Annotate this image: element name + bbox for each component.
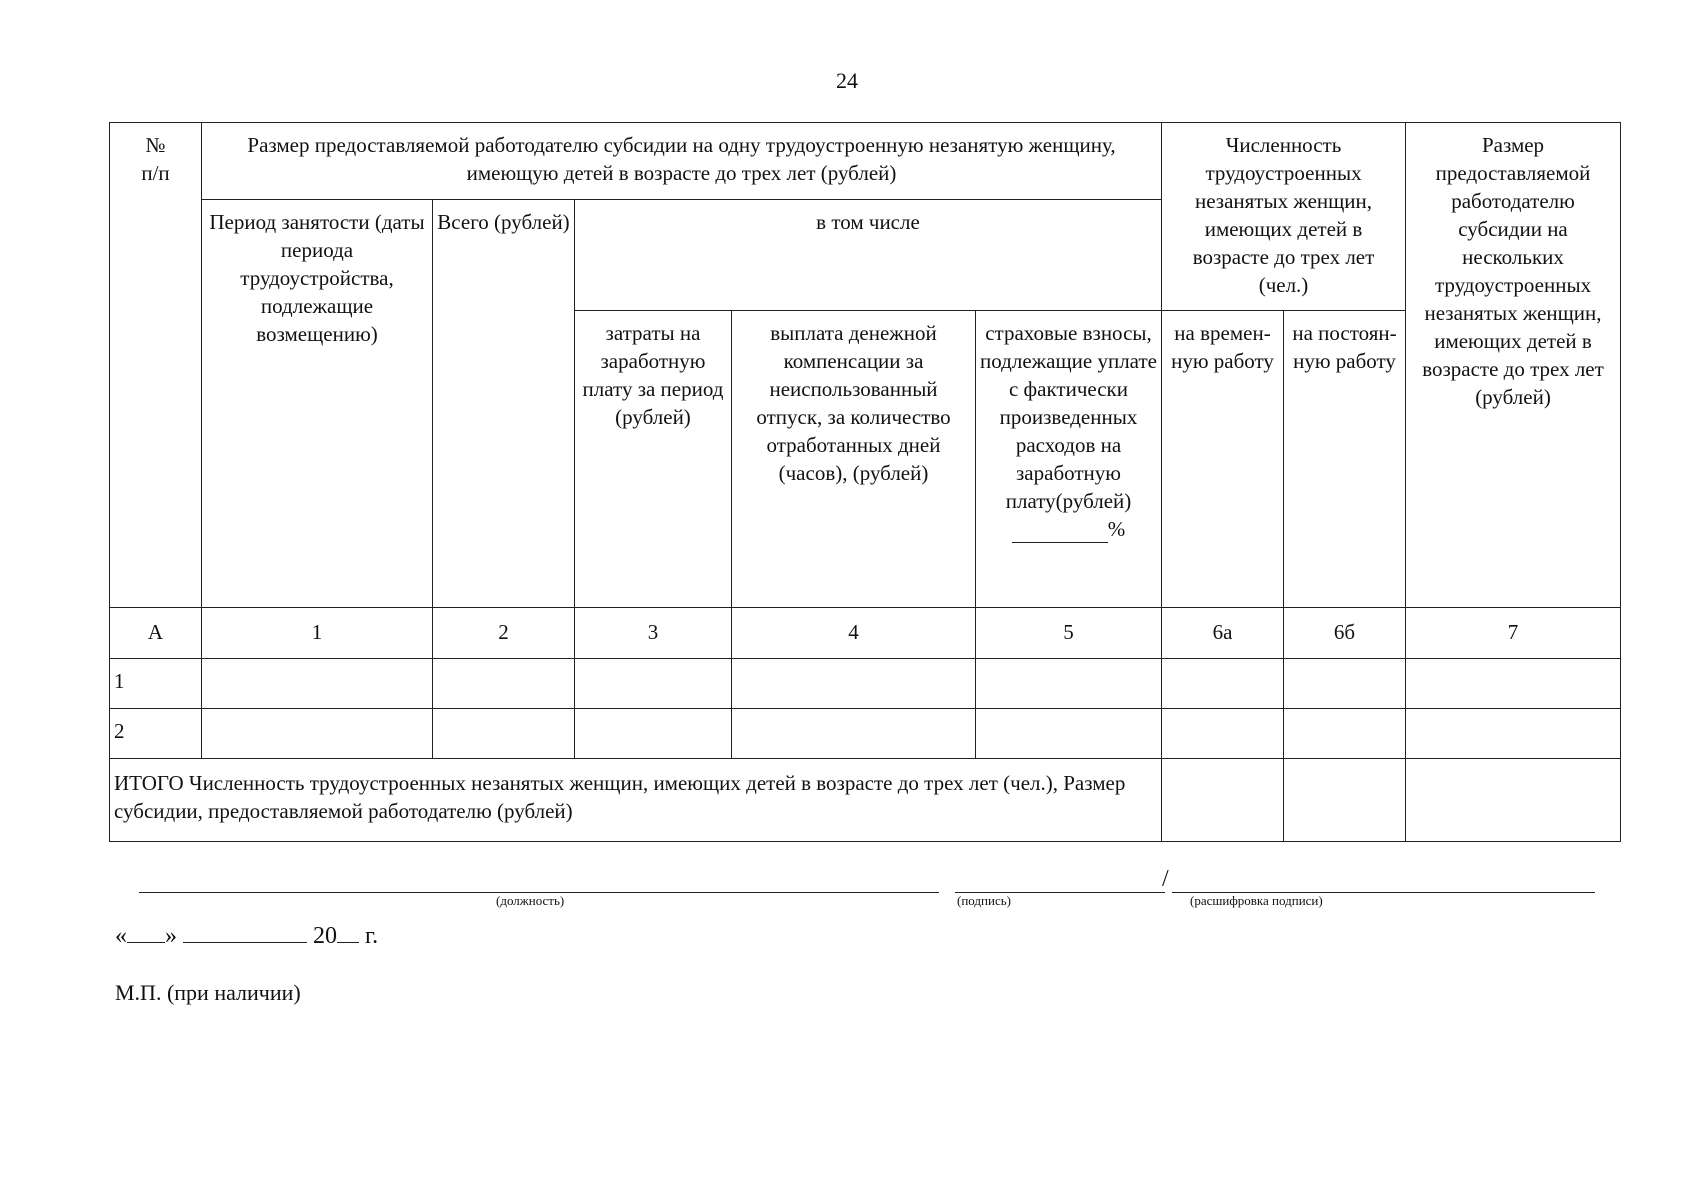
column-number: 2 <box>433 608 575 659</box>
date-close-quote: » <box>165 923 177 949</box>
subsidy-form-table <box>109 122 1621 842</box>
column-number: А <box>110 608 202 659</box>
data-cell[interactable] <box>202 659 433 709</box>
header-row-1 <box>110 123 1621 200</box>
day-blank[interactable] <box>127 922 165 943</box>
subsidy-group-header: Размер предоставляемой работодателю субсидии на одну трудоустроенную незанятую женщину, имеющую детей в возрасте до трех лет (рублей) <box>202 123 1162 200</box>
data-cell[interactable] <box>202 709 433 759</box>
column-number: 1 <box>202 608 433 659</box>
data-cell[interactable] <box>1284 709 1406 759</box>
table-row <box>110 709 1621 759</box>
page-number: 24 <box>836 68 858 93</box>
year-blank[interactable] <box>337 922 359 943</box>
total-cell[interactable] <box>1284 759 1406 842</box>
column-number: 3 <box>575 608 732 659</box>
permanent-header: на постоян-ную работу <box>1284 311 1406 608</box>
data-cell[interactable] <box>732 709 976 759</box>
signature-caption: (подпись) <box>957 893 1011 908</box>
col-num-header: № п/п <box>110 123 202 608</box>
total-row <box>110 759 1621 842</box>
position-caption: (должность) <box>496 893 565 908</box>
row-number: 1 <box>110 659 202 709</box>
row-number: 2 <box>110 709 202 759</box>
data-cell[interactable] <box>1162 709 1284 759</box>
compensation-header: выплата денежной компенсации за неиспользованный отпуск, за количество отработанных дней (часов), (рублей) <box>732 311 976 608</box>
column-number: 7 <box>1406 608 1621 659</box>
date-open-quote: « <box>115 923 127 949</box>
table-row <box>110 659 1621 709</box>
data-cell[interactable] <box>433 659 575 709</box>
year-prefix: 20 <box>313 923 337 949</box>
including-header: в том числе <box>575 200 1162 311</box>
data-cell[interactable] <box>575 709 732 759</box>
total-row-label: ИТОГО Численность трудоустроенных незанятых женщин, имеющих детей в возрасте до трех лет (чел.), Размер субсидии, предоставляемой работодателю (рублей) <box>110 759 1162 842</box>
period-header: Период занятости (даты периода трудоустройства, подлежащие возмещению) <box>202 200 433 608</box>
data-cell[interactable] <box>433 709 575 759</box>
insurance-percent-sign: % <box>1107 517 1126 541</box>
column-number: 4 <box>732 608 976 659</box>
insurance-header <box>976 311 1162 608</box>
salary-header: затраты на заработную плату за период (рублей) <box>575 311 732 608</box>
data-cell[interactable] <box>732 659 976 709</box>
month-blank[interactable] <box>183 922 307 943</box>
data-cell[interactable] <box>976 709 1162 759</box>
data-cell[interactable] <box>575 659 732 709</box>
date-line <box>115 922 378 950</box>
column-number: 6а <box>1162 608 1284 659</box>
signature-slash: / <box>1162 866 1169 892</box>
column-number: 6б <box>1284 608 1406 659</box>
total-header: Всего (рублей) <box>433 200 575 608</box>
column-number: 5 <box>976 608 1162 659</box>
data-cell[interactable] <box>976 659 1162 709</box>
total-cell[interactable] <box>1406 759 1621 842</box>
seal-note: М.П. (при наличии) <box>115 980 301 1005</box>
data-cell[interactable] <box>1406 659 1621 709</box>
column-number-row <box>110 608 1621 659</box>
insurance-header-text: страховые взносы, подлежащие уплате с фактически произведенных расходов на заработную плату(рублей) <box>980 321 1157 513</box>
insurance-percent-blank <box>1012 522 1108 543</box>
total-cell[interactable] <box>1162 759 1284 842</box>
data-cell[interactable] <box>1406 709 1621 759</box>
temporary-header: на времен-ную работу <box>1162 311 1284 608</box>
data-cell[interactable] <box>1284 659 1406 709</box>
employed-count-header: Численность трудоустроенных незанятых женщин, имеющих детей в возрасте до трех лет (чел.) <box>1162 123 1406 311</box>
year-suffix: г. <box>365 923 379 949</box>
multiple-subsidy-header: Размер предоставляемой работодателю субсидии на нескольких трудоустроенных незанятых женщин, имеющих детей в возрасте до трех лет (рублей) <box>1406 123 1621 608</box>
data-cell[interactable] <box>1162 659 1284 709</box>
decryption-caption: (расшифровка подписи) <box>1190 893 1323 908</box>
